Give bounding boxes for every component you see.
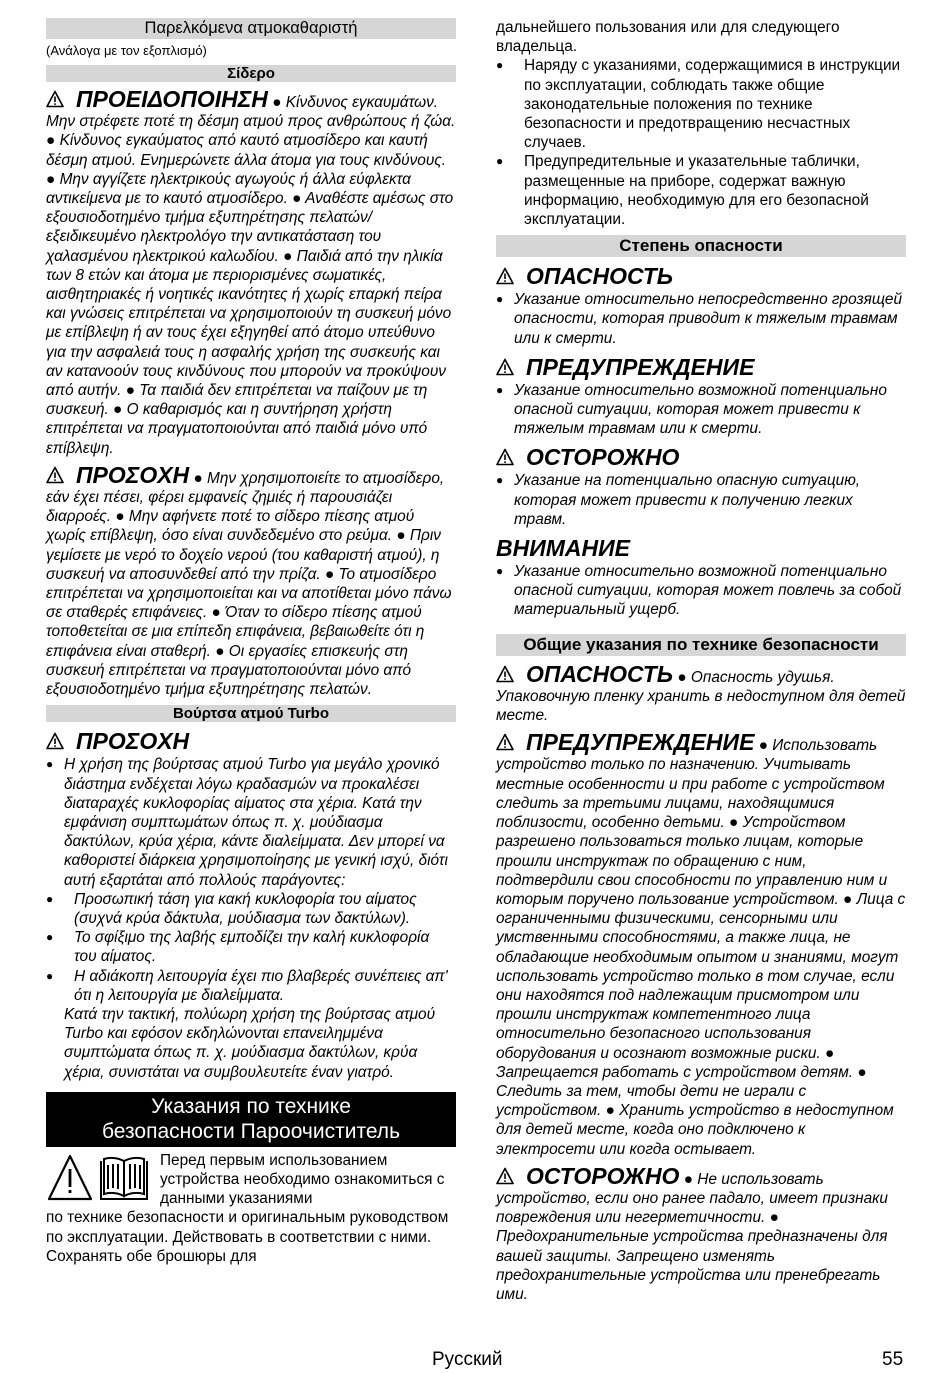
- safety-instructions-heading: [46, 1092, 456, 1147]
- hazard-level-caution-heading: [496, 444, 906, 471]
- safety-intro-rest: по технике безопасности и оригинальным руководством по эксплуатации. Действовать в соответствии с ними. Сохранять обе брошюры для: [46, 1209, 449, 1265]
- general-danger-title: ОПАСНОСТЬ: [526, 660, 674, 687]
- hazard-level-title: ОСТОРОЖНО: [526, 444, 680, 471]
- equipment-note: (Ανάλογα με τον εξοπλισμό): [46, 43, 207, 58]
- list-item: ● Предупредительные и указательные таблички, размещенные на приборе, содержат важную информацию, необходимую для его безопасной эксплуатации.: [496, 152, 906, 229]
- page-number: 55: [882, 1349, 904, 1370]
- hazard-level-text: ● Указание на потенциально опасную ситуацию, которая может привести к получению легких травм.: [496, 471, 906, 529]
- iron-warning-block: [46, 86, 456, 458]
- warning-triangle-icon: [496, 665, 514, 683]
- hazard-level-caution-list: [496, 471, 906, 529]
- open-book-icon: [101, 1158, 147, 1199]
- hazard-level-text: ● Указание относительно возможной потенциально опасной ситуации, которая может повлечь за собой материальный ущерб.: [496, 562, 906, 620]
- safety-intro-continued: дальнейшего пользования или для следующего владельца.: [496, 19, 840, 56]
- general-warning-block: [496, 729, 906, 1158]
- hazard-level-title: ОПАСНОСТЬ: [526, 263, 674, 290]
- iron-caution-block: [46, 462, 456, 699]
- section-bar-turbo-brush: Βούρτσα ατμού Turbo: [46, 705, 456, 722]
- turbo-list: [46, 755, 456, 889]
- hazard-level-warning-heading: [496, 354, 906, 381]
- section-bar-steam-cleaner-accessories: Παρελκόμενα ατμοκαθαριστή: [46, 18, 456, 39]
- turbo-caution-heading: [46, 728, 456, 755]
- iron-caution-text: ● Μην χρησιμοποιείτε το ατμοσίδερο, εάν έχει πέσει, φέρει εμφανείς ζημιές ή παρουσιάζει διαρροές. ● Μην αφήνετε ποτέ το σίδερο πίεσης ατμού χωρίς επίβλεψη, όσο είναι συνδεδεμένο στο ρεύμα. ● Πριν γεμίσετε με νερό το δοχείο νερού (του καθαριστή ατμού), η συσκευή να αποσυνδεθεί από την πρίζα. ● Το ατμοσίδερο επιτρέπεται να χρησιμοποιείται και να αποτίθεται μόνο πάνω σε σταθερές επιφάνειες. ● Όταν το σίδερο πίεσης ατμού τοποθετείται σε μια επίπεδη επιφάνεια, βεβαιωθείτε ότι η επιφάνεια είναι σταθερή. ● Οι εργασίες επισκευής στη συσκευή επιτρέπεται να πραγματοποιούνται μόνο από εξουσιοδοτημένο τμήμα εξυπηρέτησης πελατών.: [46, 469, 452, 699]
- warning-triangle-icon: [496, 448, 514, 466]
- safety-heading-line-2: безопасности Пароочиститель: [101, 1119, 401, 1143]
- safety-intro: [46, 1151, 456, 1266]
- hazard-level-danger-heading: [496, 263, 906, 290]
- turbo-caution-title: ΠΡΟΣΟΧΗ: [76, 728, 190, 755]
- warning-triangle-icon: [496, 267, 514, 285]
- general-careful-text: ● Не использовать устройство, если оно ранее падало, имеет признаки повреждения или негерметичности. ● Предохранительные устройства предназначены для вашей защиты. Запрещено изменять предохранительные устройства или пренебрегать ими.: [496, 1170, 888, 1303]
- turbo-factors-list: [46, 890, 456, 1005]
- hazard-level-danger-list: [496, 290, 906, 348]
- hazard-level-title: ВНИМАНИЕ: [496, 535, 631, 562]
- warning-triangle-icon: [46, 90, 64, 108]
- iron-warning-text: ● Κίνδυνος εγκαυμάτων. Μην στρέφετε ποτέ τη δέσμη ατμού προς ανθρώπους ή ζώα. ● Κίνδυνος εγκαύματος από καυτό ατμοσίδερο και καυτή δέσμη ατμού. Ενημερώνετε άλλα άτομα για τους κινδύνους. ● Μην αγγίζετε ηλεκτρικούς αγωγούς ή άλλα εύφλεκτα αντικείμενα με το καυτό ατμοσίδερο. ● Αναθέστε αμέσως στο εξουσιοδοτημένο τμήμα εξυπηρέτησης πελατών/εξειδικευμένο ηλεκτρολόγο την αντικατάσταση του χαλασμένου ηλεκτρικού καλωδίου. ● Παιδιά από την ηλικία των 8 ετών και άτομα με περιορισμένες σωματικές, αισθητηριακές ή νοητικές ικανότητες ή χωρίς επαρκή πείρα και γνώσεις επιτρέπεται να χρησιμοποιούν τη συσκευή μόνο με επίβλεψη ή αν τους έχει εξηγηθεί από άτομο υπεύθυνο για την ασφαλειά τους η ασφαλής χρήση της συσκευής και αν κατανοούν τους κινδύνους που μπορούν να προκύψουν από αυτήν. ● Τα παιδιά δεν επιτρέπεται να παίζουν με τη συσκευή. ● Ο καθαρισμός και η συντήρηση χρήστη επιτρέπεται να πραγματοποιούνται από παιδιά μόνο υπό επίβλεψη.: [46, 94, 456, 457]
- hazard-level-attention-heading: [496, 535, 906, 562]
- list-item: ● Η αδιάκοπη λειτουργία έχει πιο βλαβερές συνέπειες απ' ότι η λειτουργία με διαλείμματα.: [46, 967, 456, 1005]
- section-bar-iron: Σίδερο: [46, 65, 456, 82]
- hazard-level-title: ПРЕДУПРЕЖДЕНИЕ: [526, 353, 755, 380]
- left-column: [46, 18, 456, 1266]
- iron-warning-title: ΠΡΟΕΙΔΟΠΟΙΗΣΗ: [76, 86, 268, 112]
- section-bar-general-safety: Общие указания по технике безопасности: [496, 634, 906, 656]
- iron-caution-title: ΠΡΟΣΟΧΗ: [76, 461, 190, 488]
- general-danger-text: ● Опасность удушья. Упаковочную пленку хранить в недоступном для детей месте.: [496, 668, 906, 725]
- hazard-level-attention-list: [496, 562, 906, 620]
- section-bar-hazard-levels: Степень опасности: [496, 235, 906, 257]
- hazard-level-text: ● Указание относительно возможной потенциально опасной ситуации, которая может привести к тяжелым травмам или к смерти.: [496, 381, 906, 439]
- general-warning-title: ПРЕДУПРЕЖДЕНИЕ: [526, 729, 755, 756]
- right-column: [496, 18, 906, 1304]
- manual-icons: [46, 1153, 150, 1205]
- general-notes-list: [496, 56, 906, 229]
- warning-triangle-icon: [46, 732, 64, 750]
- hazard-level-text: ● Указание относительно непосредственно грозящей опасности, которая приводит к тяжелым травмам или к смерти.: [496, 290, 906, 348]
- list-item: ● Προσωπική τάση για κακή κυκλοφορία του αίματος (συχνά κρύα δάκτυλα, μούδιασμα των δακτύλων).: [46, 890, 456, 928]
- general-careful-title: ОСТОРОЖНО: [526, 1162, 680, 1189]
- general-warning-text: ● Использовать устройство только по назначению. Учитывать местные особенности и при работе с устройством следить за третьими лицами, находящимися поблизости, особенно детьми. ● Устройством разрешено пользоваться только лицам, которые прошли инструктаж по обращению с ним, подтвердили свои способности по управлению ним и которым поручено пользование устройством. ● Лица с ограниченными физическими, сенсорными или умственными способностями, а также лица, не обладающие необходимым опытом и знаниями, могут использовать устройство только в том случае, если они находятся под надлежащим присмотром или прошли инструктаж компетентного лица относительно безопасного использования оборудования и осознают возможные риски. ● Запрещается работать с устройством детям. ● Следить за тем, чтобы дети не играли с устройством. ● Хранить устройство в недоступном для детей месте, когда оно подключено к электросети или когда остывает.: [496, 737, 906, 1158]
- safety-intro-first: Перед первым использованием устройства необходимо ознакомиться с данными указаниями: [160, 1151, 445, 1208]
- general-careful-block: [496, 1163, 906, 1304]
- list-item: ● Наряду с указаниями, содержащимися в инструкции по эксплуатации, соблюдать также общие законодательные положения по технике безопасности и предотвращению несчастных случаев.: [496, 56, 906, 152]
- turbo-outro: Κατά την τακτική, πολύωρη χρήση της βούρτσας ατμού Turbo και εφόσον εκδηλώνονται επανειλημμένα συμπτώματα όπως π. χ. μούδιασμα δακτύλων, κρύα χέρια, συνιστάται να συμβουλευτείτε έναν γιατρό.: [64, 1005, 436, 1081]
- list-item: ● Το σφίξιμο της λαβής εμποδίζει την καλή κυκλοφορία του αίματος.: [46, 928, 456, 966]
- warning-triangle-icon: [496, 358, 514, 376]
- footer-language: Русский: [432, 1349, 503, 1370]
- warning-triangle-icon: [496, 1167, 514, 1185]
- general-danger-block: [496, 661, 906, 726]
- hazard-level-warning-list: [496, 381, 906, 439]
- warning-triangle-icon: [496, 733, 514, 751]
- warning-triangle-icon: [49, 1156, 91, 1199]
- safety-heading-line-1: Указания по технике: [151, 1094, 351, 1118]
- turbo-intro: ● Η χρήση της βούρτσας ατμού Turbo για μεγάλο χρονικό διάστημα ενδέχεται λόγω κραδασμών να προκαλέσει διαταραχές κυκλοφορίας αίματος στα χέρια. Κατά την εμφάνιση συμπτωμάτων όπως π. χ. μούδιασμα δακτύλων, κρύα χέρια, κάντε διαλείμματα. Δεν μπορεί να καθοριστεί διάρκεια χρησιμοποίησης με γενική ισχύ, διότι αυτή εξαρτάται από πολλούς παράγοντες:: [46, 755, 456, 889]
- warning-triangle-icon: [46, 466, 64, 484]
